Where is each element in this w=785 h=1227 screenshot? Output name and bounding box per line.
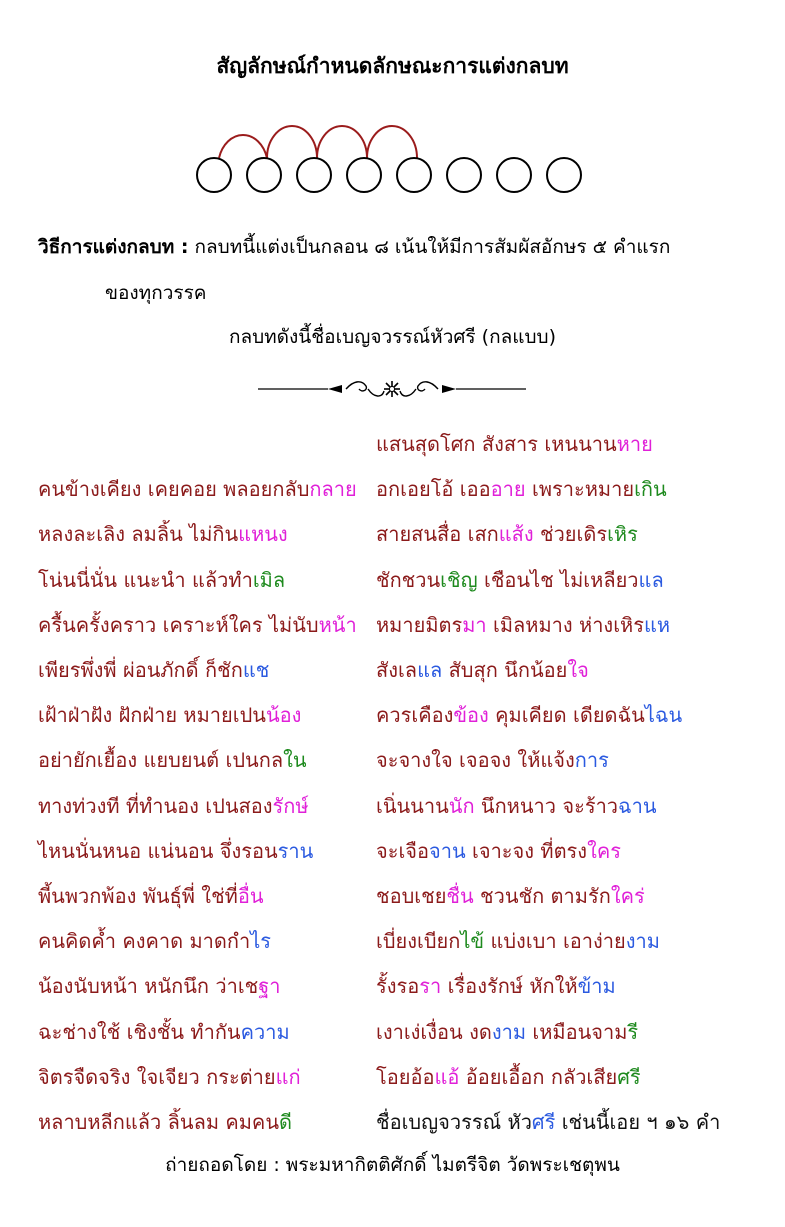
- verse-segment: รี: [627, 1019, 639, 1044]
- verse-segment: เหมือนจาม: [526, 1019, 628, 1044]
- verse-segment: เนิ่นนาน: [376, 793, 449, 818]
- verse-segment: อาย: [490, 477, 526, 502]
- poem-verse-left: [38, 1106, 292, 1138]
- syllable-circle: [247, 158, 281, 192]
- poem-verse-left: [38, 1061, 301, 1093]
- poem-verse-right: [376, 970, 616, 1002]
- verse-segment: ควรเคือง: [376, 703, 454, 728]
- syllable-circle: [497, 158, 531, 192]
- verse-segment: งาม: [491, 1019, 527, 1044]
- verse-segment: ชื่อเบญจวรรณ์ หัว: [376, 1110, 532, 1134]
- poem-row: [0, 1016, 785, 1062]
- poem-verse-left: [38, 1016, 290, 1048]
- verse-segment: เกิน: [634, 477, 667, 502]
- method-continuation: ของทุกวรรค: [105, 282, 207, 304]
- verse-segment: หาย: [616, 432, 653, 456]
- verse-segment: เบี่ยงเบียก: [376, 929, 461, 954]
- rhyme-scheme-diagram: [190, 118, 590, 194]
- verse-segment: แล: [417, 658, 443, 682]
- verse-segment: เจาะจง ที่ตรง: [465, 838, 588, 863]
- verse-segment: เช่นนี้เอย ฯ ๑๖ คำ: [555, 1110, 721, 1134]
- verse-segment: เชิญ: [440, 567, 478, 592]
- verse-segment: เฝ้าฝ่าฝัง ฝักฝ่าย หมายเปน: [38, 703, 266, 728]
- poem-row: [0, 473, 785, 519]
- poem-verse-right: [376, 835, 621, 867]
- poem-verse-left: [38, 880, 264, 912]
- poem-verse-left: [38, 473, 357, 505]
- poem-row: [0, 1106, 785, 1152]
- verse-segment: นึกหนาว จะร้าว: [474, 793, 619, 818]
- verse-segment: สังเล: [376, 658, 418, 682]
- poem-verse-right: [376, 790, 657, 822]
- syllable-circle: [347, 158, 381, 192]
- poem-row: [0, 564, 785, 610]
- poem-row: [0, 654, 785, 700]
- verse-segment: แสนสุดโศก สังสาร เหนนาน: [376, 432, 617, 456]
- ornamental-divider: [258, 378, 526, 400]
- verse-segment: ไข้: [460, 929, 485, 954]
- method-label: วิธีการแต่งกลบท :: [38, 236, 189, 258]
- poem-verse-left: [38, 744, 307, 776]
- verse-segment: รักษ์: [272, 793, 309, 818]
- syllable-circle: [547, 158, 581, 192]
- verse-segment: ดี: [279, 1110, 292, 1134]
- verse-segment: แบ่งเบา เอาง่าย: [484, 929, 626, 954]
- poem-verse-right: [376, 880, 645, 912]
- verse-segment: ราน: [277, 838, 314, 863]
- verse-segment: ชอบเชย: [376, 884, 447, 908]
- verse-segment: จาน: [429, 838, 466, 863]
- verse-segment: ฉะช่างใช้ เชิงชั้น ทำกัน: [38, 1019, 241, 1044]
- poem-verse-left: [38, 925, 271, 957]
- verse-segment: ศรี: [531, 1110, 556, 1134]
- poem-verse-right: [376, 518, 638, 550]
- syllable-circle: [397, 158, 431, 192]
- poem-verse-right: [376, 1106, 720, 1138]
- method-description: [38, 232, 670, 262]
- verse-segment: ใคร: [587, 838, 621, 863]
- verse-segment: แห: [643, 612, 671, 637]
- poem-verse-left: [38, 790, 309, 822]
- verse-segment: หลงละเลิง ลมลิ้น ไม่กิน: [38, 522, 239, 547]
- poem-row: [0, 835, 785, 881]
- verse-segment: ฐา: [258, 974, 281, 999]
- method-text: กลบทนี้แต่งเป็นกลอน ๘ เน้นให้มีการสัมผัสอักษร ๕ คำแรก: [194, 236, 671, 258]
- verse-segment: ฉาน: [618, 793, 657, 818]
- verse-segment: แช: [242, 658, 270, 682]
- verse-segment: คนคิดค้ำ คงคาด มาดกำ: [38, 929, 251, 954]
- poem-verse-left: [38, 609, 357, 641]
- verse-segment: งาม: [625, 929, 660, 954]
- poem-verse-right: [376, 428, 653, 460]
- verse-segment: ไฉน: [644, 703, 683, 728]
- poem-row: [0, 970, 785, 1016]
- poem-verse-left: [38, 518, 288, 550]
- verse-segment: รั้งรอ: [376, 974, 420, 999]
- verse-segment: สับสุก นึกน้อย: [442, 658, 568, 682]
- poem-verse-right: [376, 1016, 638, 1048]
- poem-verse-left: [38, 699, 301, 731]
- verse-segment: การ: [574, 748, 609, 773]
- verse-segment: ความ: [240, 1019, 290, 1044]
- poem-row: [0, 518, 785, 564]
- poem-row: [0, 744, 785, 790]
- verse-segment: รา: [419, 974, 442, 999]
- poem-verse-left: [38, 654, 269, 686]
- poem-verse-right: [376, 609, 670, 641]
- verse-segment: โน่นนี่นั่น แนะนำ แล้วทำ: [38, 567, 253, 592]
- verse-segment: พี้นพวกพ้อง พันธุ์พี่ ใช่ที่: [38, 884, 238, 908]
- poem-verse-left: [38, 564, 285, 596]
- poem-verse-right: [376, 744, 609, 776]
- poem-verse-right: [376, 925, 660, 957]
- poem-verse-left: [38, 835, 313, 867]
- verse-segment: ข้อง: [453, 703, 489, 728]
- verse-segment: ครื้นครั้งคราว เคราะห์ใคร ไม่นับ: [38, 612, 319, 637]
- verse-segment: ใคร่: [610, 884, 645, 908]
- verse-segment: แก่: [275, 1064, 301, 1089]
- verse-segment: แหนง: [238, 522, 288, 547]
- verse-segment: เหิร: [607, 522, 638, 547]
- rhyme-arcs: [219, 126, 417, 158]
- verse-segment: จิตรจืดจริง ใจเจียว กระต่าย: [38, 1064, 276, 1089]
- verse-segment: จะจางใจ เจอจง ให้แจ้ง: [376, 748, 575, 773]
- poem-verse-left: [38, 970, 281, 1002]
- verse-segment: โอยอ้อ: [376, 1064, 435, 1089]
- verse-segment: จะเจือ: [376, 838, 430, 863]
- poem-row: [0, 428, 785, 474]
- poem-verse-right: [376, 564, 664, 596]
- verse-segment: เงาเง่เงื่อน งด: [376, 1019, 492, 1044]
- syllable-circles: [197, 158, 581, 192]
- syllable-circle: [447, 158, 481, 192]
- poem-row: [0, 699, 785, 745]
- rhyme-arc: [267, 126, 317, 158]
- verse-segment: แอ้: [434, 1064, 460, 1089]
- poem-row: [0, 790, 785, 836]
- verse-segment: กลาย: [309, 477, 357, 502]
- poem-row: [0, 880, 785, 926]
- poem-verse-right: [376, 1061, 641, 1093]
- verse-segment: อ้อยเอื้อก กลัวเสีย: [459, 1064, 618, 1089]
- verse-segment: แส้ง: [498, 522, 534, 547]
- verse-segment: ข้าม: [577, 974, 616, 999]
- verse-segment: นัก: [448, 793, 475, 818]
- verse-segment: เพราะหมาย: [525, 477, 635, 502]
- syllable-circle: [197, 158, 231, 192]
- verse-segment: อกเอยโอ้ เออ: [376, 477, 491, 502]
- poem-row: [0, 925, 785, 971]
- verse-segment: เมิลหมาง ห่างเหิร: [486, 612, 644, 637]
- verse-segment: ช่วยเดิร: [533, 522, 608, 547]
- syllable-circle: [297, 158, 331, 192]
- verse-segment: เมิล: [252, 567, 286, 592]
- poem-verse-right: [376, 699, 682, 731]
- verse-segment: หลาบหลีกแล้ว ลิ้นลม คมคน: [38, 1110, 279, 1134]
- verse-segment: ไร: [250, 929, 272, 954]
- poem-verse-right: [376, 473, 667, 505]
- rhyme-arc: [367, 126, 417, 158]
- verse-segment: อย่ายักเยื้อง แยบยนต์ เปนกล: [38, 748, 284, 773]
- verse-segment: หมายมิตร: [376, 612, 463, 637]
- rhyme-arc: [219, 135, 267, 158]
- poem-verse-right: [376, 654, 589, 686]
- verse-segment: หน้า: [318, 612, 357, 637]
- verse-segment: น้องนับหน้า หนักนึก ว่าเช: [38, 974, 259, 999]
- verse-segment: มา: [462, 612, 487, 637]
- verse-segment: ศรี: [617, 1064, 641, 1089]
- verse-segment: คนข้างเคียง เคยคอย พลอยกลับ: [38, 477, 310, 502]
- verse-segment: ใจ: [567, 658, 589, 682]
- verse-segment: ชักชวน: [376, 567, 441, 592]
- verse-segment: ไหนนั่นหนอ แน่นอน จึ่งรอน: [38, 838, 278, 863]
- poem-row: [0, 1061, 785, 1107]
- poem-row: [0, 609, 785, 655]
- verse-segment: ทางท่วงที ที่ทำนอง เปนสอง: [38, 793, 273, 818]
- verse-segment: น้อง: [265, 703, 302, 728]
- verse-segment: ชวนชัก ตามรัก: [473, 884, 611, 908]
- verse-segment: เรื่องรักษ์ หักให้: [441, 974, 578, 999]
- verse-segment: แล: [638, 567, 664, 592]
- verse-segment: สายสนสื่อ เสก: [376, 522, 499, 547]
- transcriber-credit: ถ่ายถอดโดย : พระมหากิตติศักดิ์ ไมตรีจิต วัดพระเชตุพน: [165, 1154, 620, 1176]
- verse-segment: ชื่น: [446, 884, 474, 908]
- rhyme-arc: [317, 126, 367, 158]
- page-title: สัญลักษณ์กำหนดลักษณะการแต่งกลบท: [216, 54, 569, 78]
- verse-segment: อื่น: [237, 884, 264, 908]
- verse-segment: เชือนไช ไม่เหลียว: [477, 567, 639, 592]
- verse-segment: ใน: [283, 748, 307, 773]
- poem-subtitle: กลบทดังนี้ชื่อเบญจวรรณ์หัวศรี (กลแบบ): [228, 326, 557, 348]
- verse-segment: เพียรพึ่งพี่ ผ่อนภักดิ์ ก็ชัก: [38, 658, 243, 682]
- verse-segment: คุมเคียด เดียดฉัน: [488, 703, 645, 728]
